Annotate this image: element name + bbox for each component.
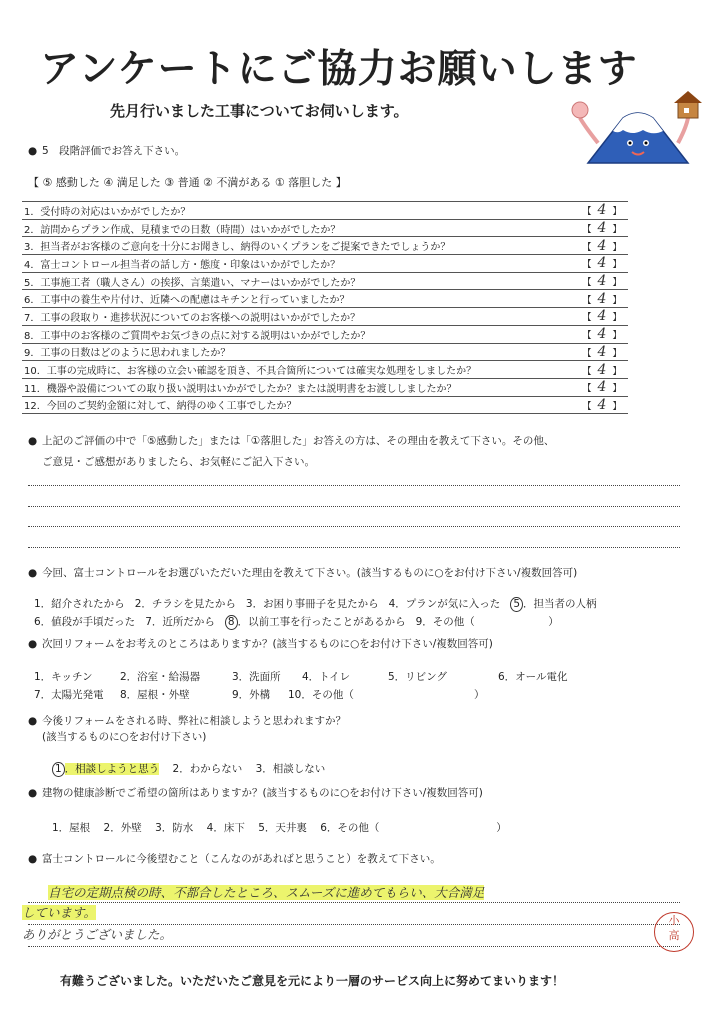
rating-answer: 4 bbox=[597, 202, 607, 219]
question-row bbox=[22, 272, 628, 290]
question-row bbox=[22, 378, 628, 396]
answer-box[interactable]: 【 4 】 bbox=[574, 219, 628, 237]
option[interactable]: 5．天井裏 bbox=[258, 822, 307, 834]
rating-answer: 4 bbox=[597, 308, 607, 325]
handwritten-answer: ありがとうございました。 bbox=[22, 927, 173, 942]
answer-line[interactable] bbox=[28, 902, 680, 903]
answer-line[interactable] bbox=[28, 946, 680, 947]
option[interactable]: 3．相談しない bbox=[255, 763, 326, 775]
option[interactable]: 10．その他（ bbox=[288, 689, 354, 701]
seal-stamp: 小 高 bbox=[654, 912, 694, 952]
answer-box[interactable]: 【 4 】 bbox=[574, 290, 628, 308]
handwritten-answer: 自宅の定期点検の時、不都合したところ、スムーズに進めてもらい、大合満足 bbox=[48, 885, 485, 900]
page-title: アンケートにご協力お願いします bbox=[40, 46, 638, 92]
option[interactable]: 5．リビング bbox=[388, 671, 447, 683]
rating-table bbox=[22, 201, 628, 414]
answer-box[interactable]: 【 4 】 bbox=[574, 272, 628, 290]
option[interactable]: 2．チラシを見たから bbox=[134, 598, 236, 610]
question-row bbox=[22, 237, 628, 255]
consult-question: ● 今後リフォームをされる時、弊社に相談しようと思われますか？ bbox=[28, 715, 346, 727]
question-text: 8．工事中のお客様のご質問やお気づきの点に対する説明はいかがでしたか？ bbox=[22, 325, 574, 343]
question-text: 4．富士コントロール担当者の話し方・態度・印象はいかがでしたか？ bbox=[22, 255, 574, 273]
answer-box[interactable]: 【 4 】 bbox=[574, 255, 628, 273]
answer-box[interactable]: 【 4 】 bbox=[574, 361, 628, 379]
option[interactable]: 9．その他（ bbox=[415, 616, 475, 628]
option[interactable]: 3．洗面所 bbox=[232, 671, 281, 683]
answer-line[interactable] bbox=[28, 526, 680, 527]
mountain-mascot-with-house-icon bbox=[568, 88, 708, 168]
consult-options bbox=[52, 761, 325, 777]
reason-prompt-line2: ご意見・ご感想がありましたら、お気軽にご記入下さい。 bbox=[42, 456, 315, 468]
answer-line[interactable] bbox=[28, 506, 680, 507]
question-row bbox=[22, 343, 628, 361]
option[interactable]: 8．屋根・外壁 bbox=[120, 689, 190, 701]
circled-option-number[interactable]: 1 bbox=[52, 762, 65, 777]
answer-box[interactable]: 【 4 】 bbox=[574, 325, 628, 343]
health-options: 1．屋根 2．外壁 3．防水 4．床下 5．天井裏 6．その他（ ） bbox=[52, 822, 507, 834]
rating-answer: 4 bbox=[597, 237, 607, 254]
question-row bbox=[22, 308, 628, 326]
answer-box[interactable]: 【 4 】 bbox=[574, 396, 628, 414]
question-text: 12．今回のご契約金額に対して、納得のゆく工事でしたか？ bbox=[22, 396, 574, 414]
answer-box[interactable]: 【 4 】 bbox=[574, 378, 628, 396]
page-subtitle: 先月行いました工事についてお伺いします。 bbox=[110, 102, 409, 120]
question-row bbox=[22, 396, 628, 414]
option[interactable]: 3．お困り事冊子を見たから bbox=[245, 598, 379, 610]
rating-answer: 4 bbox=[597, 255, 607, 272]
answer-box[interactable]: 【 4 】 bbox=[574, 202, 628, 220]
question-row bbox=[22, 219, 628, 237]
rating-answer: 4 bbox=[597, 326, 607, 343]
reason-prompt: ● 上記のご評価の中で「⑤感動した」または「①落胆した」お答えの方は、その理由を教えて下さい。その他、 bbox=[28, 435, 555, 447]
question-text: 1．受付時の対応はいかがでしたか？ bbox=[22, 202, 574, 220]
option[interactable]: ．担当者の人柄 bbox=[523, 598, 597, 610]
handwritten-answer: しています。 bbox=[22, 905, 97, 920]
option[interactable]: 1．屋根 bbox=[52, 822, 91, 834]
question-text: 3．担当者がお客様のご意向を十分にお聞きし、納得のいくプランをご提案できたでしょうか？ bbox=[22, 237, 574, 255]
option[interactable]: 6．値段が手頃だった bbox=[34, 616, 136, 628]
choose-options-row1 bbox=[34, 596, 597, 612]
option[interactable]: 9．外構 bbox=[232, 689, 271, 701]
rating-intro: ● 5 段階評価でお答え下さい。 bbox=[28, 145, 186, 157]
rating-answer: 4 bbox=[597, 343, 607, 360]
option[interactable]: 6．その他（ bbox=[320, 822, 380, 834]
option[interactable]: 1．キッチン bbox=[34, 671, 93, 683]
option[interactable]: 3．防水 bbox=[155, 822, 194, 834]
answer-box[interactable]: 【 4 】 bbox=[574, 308, 628, 326]
option[interactable]: 7．近所だから bbox=[145, 616, 215, 628]
answer-line[interactable] bbox=[28, 485, 680, 486]
option[interactable]: 6．オール電化 bbox=[498, 671, 568, 683]
question-text: 2．訪問からプラン作成、見積までの日数（時間）はいかがでしたか？ bbox=[22, 219, 574, 237]
next-reform-question: ● 次回リフォームをお考えのところはありますか？(該当するものに○をお付け下さい/複数回答可) bbox=[28, 638, 493, 650]
rating-scale: 【 ⑤ 感動した ④ 満足した ③ 普通 ② 不満がある ① 落胆した 】 bbox=[28, 176, 347, 189]
option[interactable]: 4．トイレ bbox=[302, 671, 351, 683]
footer-thanks: 有難うございました。いただいたご意見を元により一層のサービス向上に努めてまいります！ bbox=[60, 974, 565, 988]
rating-answer: 4 bbox=[597, 361, 607, 378]
rating-answer: 4 bbox=[597, 273, 607, 290]
question-row bbox=[22, 361, 628, 379]
answer-line[interactable] bbox=[28, 547, 680, 548]
consult-note: (該当するものに○をお付け下さい) bbox=[42, 731, 207, 743]
question-text: 7．工事の段取り・進捗状況についてのお客様への説明はいかがでしたか？ bbox=[22, 308, 574, 326]
question-row bbox=[22, 202, 628, 220]
rating-answer: 4 bbox=[597, 290, 607, 307]
circled-option-number[interactable]: 5 bbox=[510, 597, 523, 612]
choose-options-row2: 6．値段が手頃だった 7．近所だから 8 ．以前工事を行ったことがあるから 9．その他（ ） bbox=[34, 616, 559, 628]
health-check-question: ● 建物の健康診断でご希望の箇所はありますか？(該当するものに○をお付け下さい/複数回答可) bbox=[28, 787, 483, 799]
rating-answer: 4 bbox=[597, 396, 607, 413]
wishes-question: ● 富士コントロールに今後望むこと（こんなのがあればと思うこと）を教えて下さい。 bbox=[28, 853, 441, 865]
question-text: 9．工事の日数はどのように思われましたか？ bbox=[22, 343, 574, 361]
option[interactable]: 7．太陽光発電 bbox=[34, 689, 104, 701]
option[interactable]: 4．床下 bbox=[206, 822, 245, 834]
rating-answer: 4 bbox=[597, 220, 607, 237]
answer-box[interactable]: 【 4 】 bbox=[574, 237, 628, 255]
question-row bbox=[22, 255, 628, 273]
choose-reason-question: ● 今回、富士コントロールをお選びいただいた理由を教えて下さい。(該当するものに○をお付け下さい/複数回答可) bbox=[28, 567, 578, 579]
option[interactable]: 4．プランが気に入った bbox=[388, 598, 501, 610]
question-row bbox=[22, 325, 628, 343]
option[interactable]: 2．外壁 bbox=[103, 822, 142, 834]
option[interactable]: ．以前工事を行ったことがあるから bbox=[237, 616, 406, 628]
option[interactable]: 2．わからない bbox=[172, 763, 243, 775]
question-text: 5．工事施工者（職人さん）の挨拶、言葉遣い、マナーはいかがでしたか？ bbox=[22, 272, 574, 290]
question-text: 10．工事の完成時に、お客様の立会い確認を頂き、不具合箇所については確実な処理をしましたか？ bbox=[22, 361, 574, 379]
circled-option-number[interactable]: 8 bbox=[225, 615, 238, 630]
answer-box[interactable]: 【 4 】 bbox=[574, 343, 628, 361]
question-row bbox=[22, 290, 628, 308]
question-text: 11．機器や設備についての取り扱い説明はいかがでしたか？または説明書をお渡ししましたか？ bbox=[22, 378, 574, 396]
rating-answer: 4 bbox=[597, 379, 607, 396]
option-selected[interactable]: ．相談しようと思う bbox=[64, 763, 160, 775]
option[interactable]: 2．浴室・給湯器 bbox=[120, 671, 201, 683]
option[interactable]: 1．紹介されたから bbox=[34, 598, 125, 610]
question-text: 6．工事中の養生や片付け、近隣への配慮はキチンと行っていましたか？ bbox=[22, 290, 574, 308]
